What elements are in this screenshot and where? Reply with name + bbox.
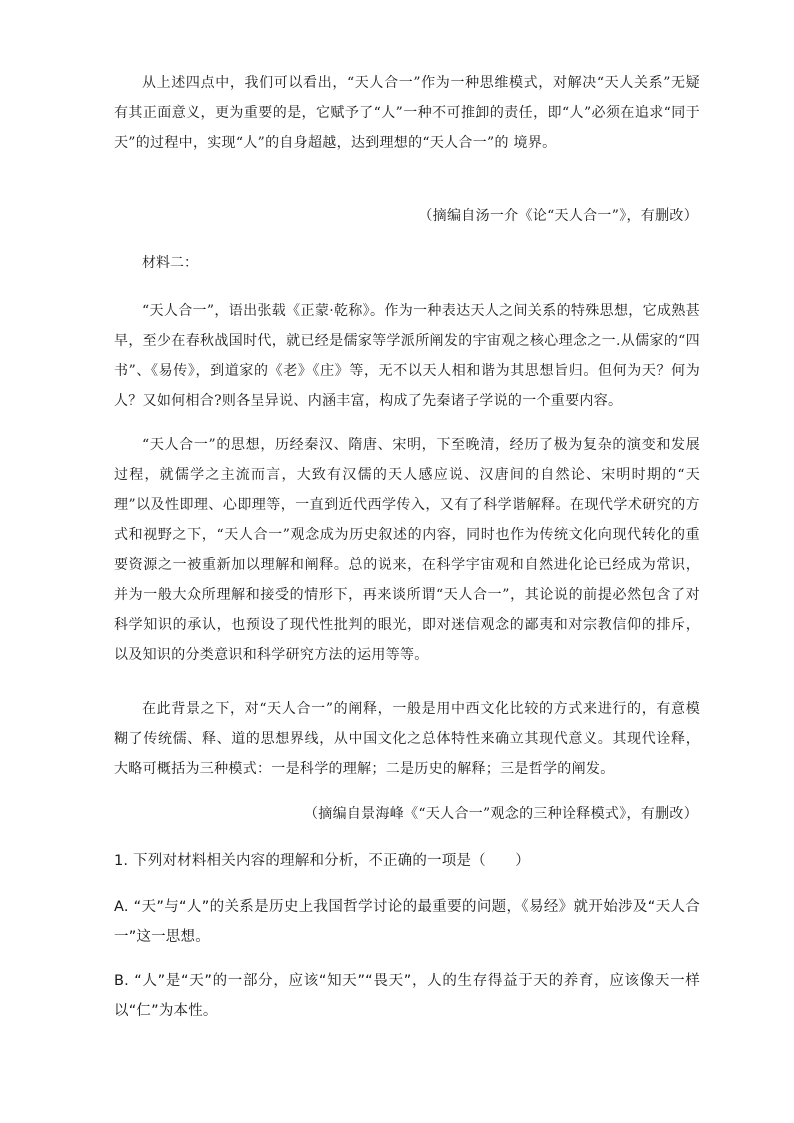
- material2-source: （摘编自景海峰《“天人合一”观念的三种诠释模式》，有删改）: [303, 806, 698, 822]
- material2-paragraph-1: “天人合一”，语出张载《正蒙·乾称》。作为一种表达天人之间关系的特殊思想，它成熟甚早，至少在春秋战国时代，就已经是儒家等学派所阐发的宇宙观之核心理念之一.从儒家的“四书”、《易传》，到道家的《老》《庄》等，无不以天人相和谐为其思想旨归。但何为天？何为人？又如何相合?则各呈异说、内涵丰富，构成了先秦诸子学说的一个重要内容。: [114, 303, 700, 409]
- question1-option-b: B. “人”是“天”的一部分，应该“知天”“畏天”，人的生存得益于天的养育，应该像天一样以“仁”为本性。: [114, 973, 700, 1019]
- material2-paragraph-2: “天人合一”的思想，历经秦汉、隋唐、宋明，下至晚清，经历了极为复杂的演变和发展过程，就儒学之主流而言，大致有汉儒的天人感应说、汉唐间的自然论、宋明时期的“天理”以及性即理、心即理等，一直到近代西学传入，又有了科学谐解释。在现代学术研究的方式和视野之下，“天人合一”观念成为历史叙述的内容，同时也作为传统文化向现代转化的重要资源之一被重新加以理解和阐释。总的说来，在科学宇宙观和自然进化论已经成为常识，并为一般大众所理解和接受的情形下，再来谈所谓“天人合一”，其论说的前提必然包含了对科学知识的承认，也预设了现代性批判的眼光，即对迷信观念的鄙夷和对宗教信仰的排斥，以及知识的分类意识和科学研究方法的运用等等。: [114, 437, 700, 663]
- material1-source: （摘编自汤一介《论“天人合一”》，有删改）: [418, 208, 698, 224]
- material1-closing-paragraph: 从上述四点中，我们可以看出，“天人合一”作为一种思维模式，对解决“天人关系”无疑有其正面意义，更为重要的是，它赋予了“人”一种不可推卸的责任，即“人”必须在追求“同于天”的过程中，实现“人”的自身超越，达到理想的“天人合一”的 境界。: [114, 75, 700, 151]
- material2-paragraph-3: 在此背景之下，对“天人合一”的阐释，一般是用中西文化比较的方式来进行的，有意模糊了传统儒、释、道的思想界线，从中国文化之总体特性来确立其现代意义。其现代诠释，大略可概括为三种模式：一是科学的理解；二是历史的解释；三是哲学的阐发。: [114, 701, 700, 777]
- question1-option-a: A. “天”与“人”的关系是历史上我国哲学讨论的最重要的问题，《易经》就开始涉及“天人合一”这一思想。: [114, 899, 700, 945]
- question1-stem: 1. 下列对材料相关内容的理解和分析，不正确的一项是（ ）: [114, 853, 530, 869]
- material2-label: 材料二：: [142, 255, 198, 271]
